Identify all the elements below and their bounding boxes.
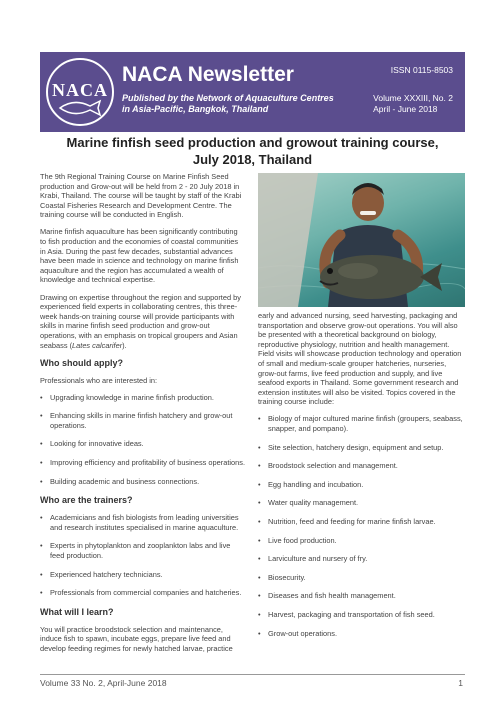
list-item: • Enhancing skills in marine finfish hatchery and grow-out operations. (40, 411, 245, 430)
page-number: 1 (458, 678, 463, 688)
list-item: • Looking for innovative ideas. (40, 439, 245, 449)
list-item: • Live food production. (258, 536, 465, 546)
list-item: • Upgrading knowledge in marine finfish production. (40, 393, 245, 403)
list-item: • Experienced hatchery technicians. (40, 570, 245, 580)
footer-issue: Volume 33 No. 2, April-June 2018 (40, 678, 167, 688)
newsletter-header (40, 52, 465, 132)
course-text: Drawing on expertise throughout the region and supported by experienced field experts in collaborating centres, this three-week hands-on training course will provide participants with skills in marine finfish seed production and grow-out operations, with an emphasis on tropical groupers and Asian seabass ( (40, 292, 241, 350)
issue-info (373, 93, 453, 115)
list-item: • Professionals from commercial companies and hatcheries. (40, 588, 245, 598)
list-item: • Biology of major cultured marine finfish (groupers, seabass, snapper, and pompano). (258, 414, 465, 433)
list-item: • Academicians and fish biologists from leading universities and research institutes specialised in marine aquaculture. (40, 513, 245, 532)
species-name: Lates calcarifer (72, 340, 123, 350)
issn-number: ISSN 0115-8503 (390, 65, 453, 75)
article-title-line-1: Marine finfish seed production and growout training course, (66, 135, 439, 150)
naca-logo (46, 58, 114, 126)
course-paragraph (40, 293, 245, 351)
list-item: • Larviculture and nursery of fry. (258, 554, 465, 564)
fish-logo-icon (56, 98, 106, 118)
volume-number: Volume XXXIII, No. 2 (373, 93, 453, 103)
learn-paragraph: You will practice broodstock selection and maintenance, induce fish to spawn, incubate eggs, prepare live feed and develop feeding regimes for newly hatched larvae, practice (40, 624, 233, 653)
list-item: • Broodstock selection and management. (258, 461, 465, 471)
who-list (40, 393, 245, 487)
newsletter-title: NACA Newsletter (122, 63, 294, 86)
fisherman-photo (258, 173, 465, 307)
article-title (40, 134, 465, 168)
article-title-line-2: July 2018, Thailand (192, 152, 313, 167)
intro-paragraph: The 9th Regional Training Course on Marine Finfish Seed production and Grow-out will be held from 2 - 20 July 2018 in Krabi, Thailand. The course will be taught by staff of the Krabi Coastal Fisheries Research and Development Centre. The training course will be conducted in English. (40, 172, 242, 220)
who-should-apply-heading: Who should apply? (40, 357, 123, 368)
list-item: • Improving efficiency and profitability of business operations. (40, 458, 245, 468)
newsletter-subtitle (122, 93, 352, 115)
background-paragraph: Marine finfish aquaculture has been significantly contributing to fish production and the economies of coastal communities in Asia. During the past few decades, substantial advances have been made in science and technology on marine finfish aquaculture and the region has accumulated a wealth of knowledge and technical expertise. (40, 227, 239, 285)
list-item: • Site selection, hatchery design, equipment and setup. (258, 443, 465, 453)
list-item: • Egg handling and incubation. (258, 480, 465, 490)
learn-heading: What will I learn? (40, 606, 114, 617)
issue-date: April - June 2018 (373, 104, 438, 114)
topics-list (258, 414, 465, 638)
list-item: • Building academic and business connections. (40, 477, 245, 487)
trainers-list (40, 513, 245, 598)
who-intro: Professionals who are interested in: (40, 375, 158, 385)
list-item: • Harvest, packaging and transportation of fish seed. (258, 610, 465, 620)
subtitle-line-2: in Asia-Pacific, Bangkok, Thailand (122, 104, 269, 114)
trainers-heading: Who are the trainers? (40, 495, 133, 506)
subtitle-line-1: Published by the Network of Aquaculture Centres (122, 93, 334, 103)
list-item: • Grow-out operations. (258, 629, 465, 639)
continued-paragraph: early and advanced nursing, seed harvesting, packaging and transportation and observe grow-out operations. You will also be presented with a theoretical background on biology, reproductive physiology, nutrition and health management. Field visits will showcase production technology and operation of small and medium-scale grouper hatcheries, nurseries, grow-out farms, live feed production and supply, and live seafood exports in Thailand. Some government research and extension institutes will also be visited. Topics covered in the training course include: (258, 311, 462, 407)
list-item: • Water quality management. (258, 498, 465, 508)
right-column (258, 311, 465, 647)
left-column (40, 172, 245, 661)
logo-text: NACA (52, 80, 108, 100)
list-item: • Nutrition, feed and feeding for marine finfish larvae. (258, 517, 465, 527)
list-item: • Experts in phytoplankton and zooplankton labs and live feed production. (40, 541, 245, 560)
course-text-end: ). (122, 340, 127, 350)
list-item: • Biosecurity. (258, 573, 465, 583)
list-item: • Diseases and fish health management. (258, 591, 465, 601)
photo-illustration (258, 173, 465, 307)
footer-divider (40, 674, 465, 675)
